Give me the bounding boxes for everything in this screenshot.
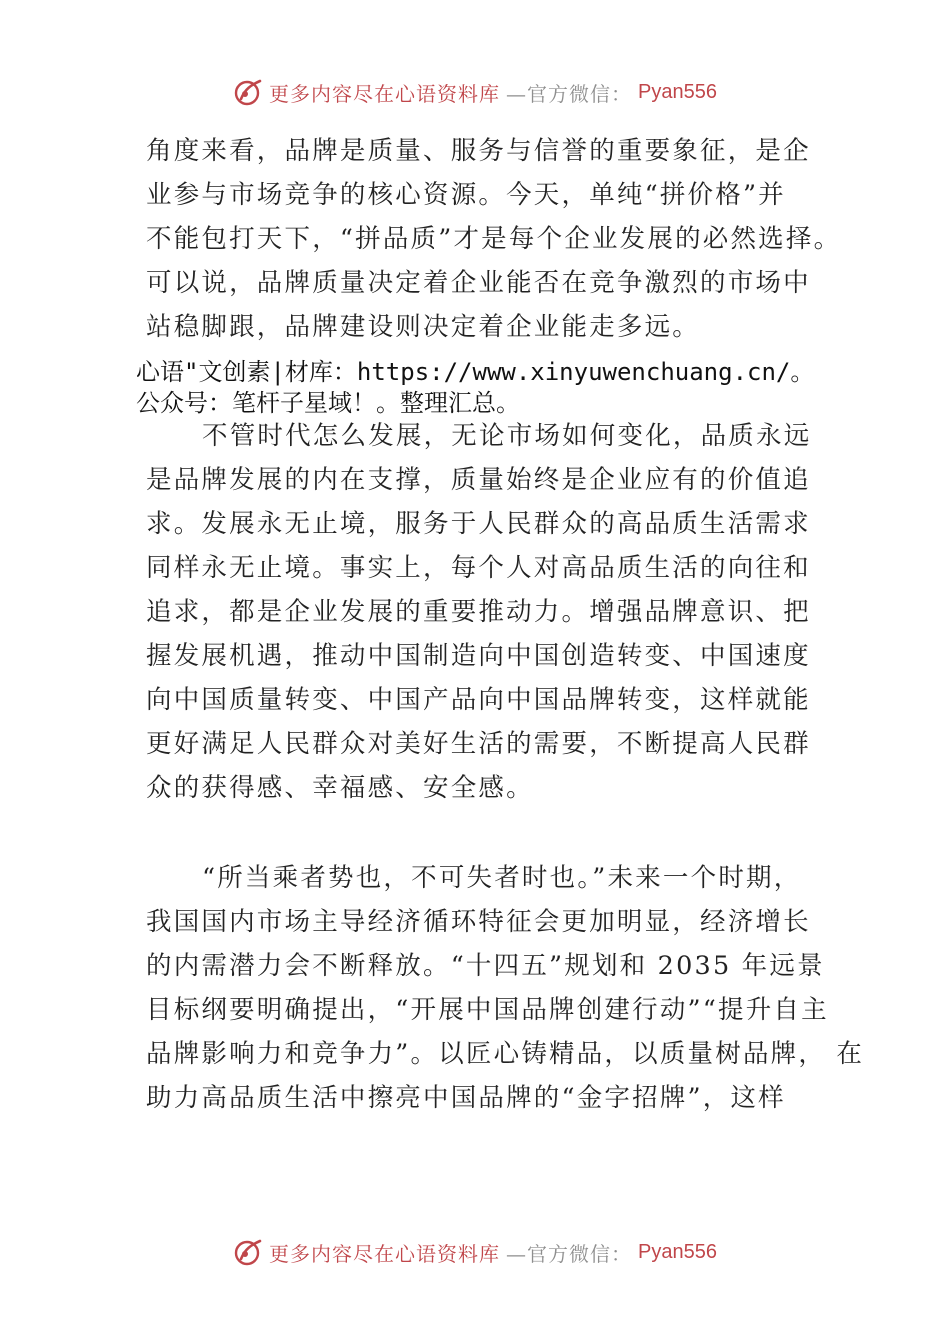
text-line: 追求，都是企业发展的重要推动力。增强品牌意识、把 (146, 597, 811, 627)
text-line: 是品牌发展的内在支撑，质量始终是企业应有的价值追 (146, 465, 811, 495)
footer-wechat-id: Pyan556 (638, 1240, 717, 1263)
header-banner-subtitle: —官方微信： (506, 81, 633, 106)
text-line: 求。发展永无止境，服务于人民群众的高品质生活需求 (146, 509, 811, 539)
text-line: 众的获得感、幸福感、安全感。 (146, 773, 534, 803)
header-banner-title: 更多内容尽在心语资料库 (269, 81, 501, 106)
text-line: 站稳脚跟，品牌建设则决定着企业能走多远。 (146, 312, 701, 342)
header-wechat-id: Pyan556 (638, 80, 717, 103)
page-footer (0, 1232, 950, 1272)
text-line: 品牌影响力和竞争力”。以匠心铸精品，以质量树品牌， 在 (146, 1039, 865, 1069)
text-line: 助力高品质生活中擦亮中国品牌的“金字招牌”，这样 (146, 1083, 786, 1113)
text-line: 我国国内市场主导经济循环特征会更加明显，经济增长 (146, 907, 811, 937)
text-line: “所当乘者势也，不可失者时也。”未来一个时期， (202, 863, 802, 893)
text-line: 不管时代怎么发展，无论市场如何变化，品质永远 (202, 421, 812, 451)
footer-banner-title: 更多内容尽在心语资料库 (269, 1241, 501, 1266)
source-notice-line: 心语"文创素|材库：https://www.xinyuwenchuang.cn/。 (136, 358, 815, 386)
brand-logo-icon (233, 1237, 263, 1267)
text-line: 不能包打天下，“拼品质”才是每个企业发展的必然选择。 (146, 224, 842, 254)
header-banner (233, 77, 717, 107)
page-header (0, 72, 950, 112)
text-line: 可以说，品牌质量决定着企业能否在竞争激烈的市场中 (146, 268, 811, 298)
text-line: 更好满足人民群众对美好生活的需要，不断提高人民群 (146, 729, 811, 759)
text-line: 向中国质量转变、中国产品向中国品牌转变，这样就能 (146, 685, 811, 715)
text-line: 同样永无止境。事实上，每个人对高品质生活的向往和 (146, 553, 811, 583)
footer-banner (233, 1237, 717, 1267)
text-line: 业参与市场竞争的核心资源。今天，单纯“拼价格”并 (146, 180, 786, 210)
text-line: 目标纲要明确提出，“开展中国品牌创建行动”“提升自主 (146, 995, 829, 1025)
footer-banner-subtitle: —官方微信： (506, 1241, 633, 1266)
brand-logo-icon (233, 77, 263, 107)
text-line: 的内需潜力会不断释放。“十四五”规划和 2035 年远景 (146, 951, 825, 981)
text-line: 握发展机遇，推动中国制造向中国创造转变、中国速度 (146, 641, 811, 671)
source-notice-line: 公众号：笔杆子星域！。整理汇总。 (136, 389, 520, 417)
text-line: 角度来看，品牌是质量、服务与信誉的重要象征，是企 (146, 136, 811, 166)
